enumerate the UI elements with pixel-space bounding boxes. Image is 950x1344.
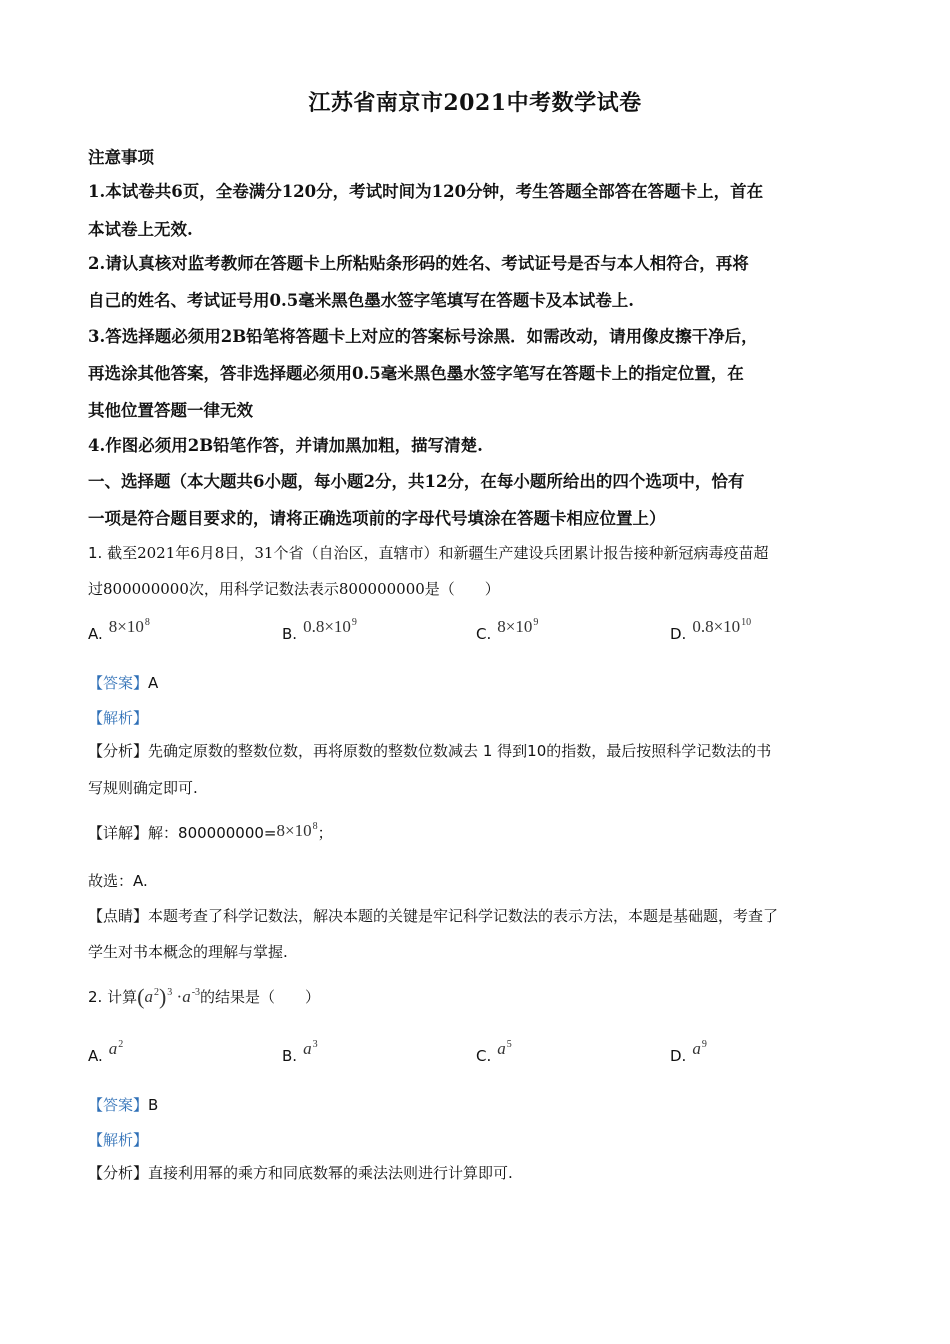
notice-item-3-line-3: 其他位置答题一律无效 — [88, 401, 253, 420]
q1-stem-line-1 — [88, 542, 768, 563]
q2-number: 2. — [88, 988, 103, 1006]
q1-answer-value: A — [148, 674, 159, 692]
q2-analysis-tag: 【解析】 — [88, 1131, 149, 1149]
q2-option-a-expr: $a^2$ — [108, 1039, 124, 1058]
q2-option-d-expr: $a^9$ — [692, 1039, 707, 1058]
section1-line-2: 一项是符合题目要求的，请将正确选项前的字母代号填涂在答题卡相应位置上） — [88, 509, 666, 528]
q1-option-d-expr: $0.8\times 10^{10}$ — [692, 617, 752, 636]
notice-item-2-line-1: 2.请认真核对监考教师在答题卡上所粘贴条形码的姓名、考试证号是否与本人相符合，再将 — [88, 254, 749, 273]
q1-option-b-expr: $0.8\times 10^9$ — [303, 617, 357, 636]
q1-detail-expr: $8\times 10^8$ — [276, 821, 318, 840]
q1-option-d: D. $0.8\times 10^{10}$ — [670, 617, 752, 643]
q2-option-b: B. $a^3$ — [282, 1039, 318, 1065]
section1-line-1: 一、选择题（本大题共6小题，每小题2分，共12分，在每小题所给出的四个选项中，恰有 — [88, 472, 745, 491]
q1-option-a-expr: $8\times 10^8$ — [108, 617, 150, 636]
notice-item-4-line-1: 4.作图必须用2B铅笔作答，并请加黑加粗，描写清楚. — [88, 436, 483, 455]
page-title: 江苏省南京市2021中考数学试卷 — [308, 90, 642, 116]
q2-answer — [88, 1094, 158, 1115]
q1-choose: 故选：A. — [88, 872, 148, 890]
q2-stem: 2. 计算$(a^2)^3 \cdot a^{-3}$的结果是（ ） — [88, 984, 321, 1009]
q1-fenxi-line-1: 【分析】先确定原数的整数位数，再将原数的整数位数减去 1 得到10的指数，最后按照科学记数法的书 — [88, 742, 772, 760]
q1-number: 1. — [88, 544, 103, 562]
q1-stem-line-2: 过800000000次，用科学记数法表示800000000是（ ） — [88, 580, 500, 598]
q2-option-c-expr: $a^5$ — [497, 1039, 512, 1058]
q1-answer — [88, 672, 158, 693]
q1-dianjing-line-1: 【点睛】本题考查了科学记数法，解决本题的关键是牢记科学记数法的表示方法，本题是基础题，考查了 — [88, 907, 779, 925]
q2-option-b-expr: $a^3$ — [303, 1039, 318, 1058]
q2-option-a: A. $a^2$ — [88, 1039, 124, 1065]
q2-option-c: C. $a^5$ — [476, 1039, 512, 1065]
q1-option-a: A. $8\times 10^8$ — [88, 617, 150, 643]
notice-item-3-line-1: 3.答选择题必须用2B铅笔将答题卡上对应的答案标号涂黑．如需改动，请用像皮擦干净后， — [88, 327, 758, 346]
q2-answer-value: B — [148, 1096, 159, 1114]
notice-item-1-line-1: 1.本试卷共6页，全卷满分120分，考试时间为120分钟，考生答题全部答在答题卡上，首在 — [88, 182, 764, 201]
q2-fenxi: 【分析】直接利用幂的乘方和同底数幂的乘法法则进行计算即可. — [88, 1164, 513, 1182]
notice-item-3-line-2: 再选涂其他答案，答非选择题必须用0.5毫米黑色墨水签字笔写在答题卡上的指定位置，在 — [88, 364, 744, 383]
q1-option-c: C. $8\times 10^9$ — [476, 617, 539, 643]
q1-analysis-tag: 【解析】 — [88, 709, 149, 727]
q1-fenxi-line-2: 写规则确定即可. — [88, 779, 198, 797]
q1-option-c-expr: $8\times 10^9$ — [497, 617, 539, 636]
q1-dianjing-line-2: 学生对书本概念的理解与掌握. — [88, 943, 288, 961]
q1-detail: 【详解】解：$800000000=8\times 10^8$； — [88, 821, 333, 842]
q1-option-b: B. $0.8\times 10^9$ — [282, 617, 357, 643]
q2-option-d: D. $a^9$ — [670, 1039, 707, 1065]
q1-answer-tag: 【答案】 — [88, 674, 149, 692]
notice-item-2-line-2: 自己的姓名、考试证号用0.5毫米黑色墨水签字笔填写在答题卡及本试卷上. — [88, 291, 634, 310]
notice-item-1-line-2: 本试卷上无效. — [88, 220, 193, 239]
q1-stem-text-1: 截至2021年6月8日，31个省（自治区，直辖市）和新疆生产建设兵团累计报告接种新冠病毒疫苗超 — [107, 544, 769, 562]
q2-answer-tag: 【答案】 — [88, 1096, 149, 1114]
q2-stem-expr: $(a^2)^3 \cdot a^{-3}$ — [137, 984, 201, 1009]
notice-heading: 注意事项 — [88, 148, 154, 167]
